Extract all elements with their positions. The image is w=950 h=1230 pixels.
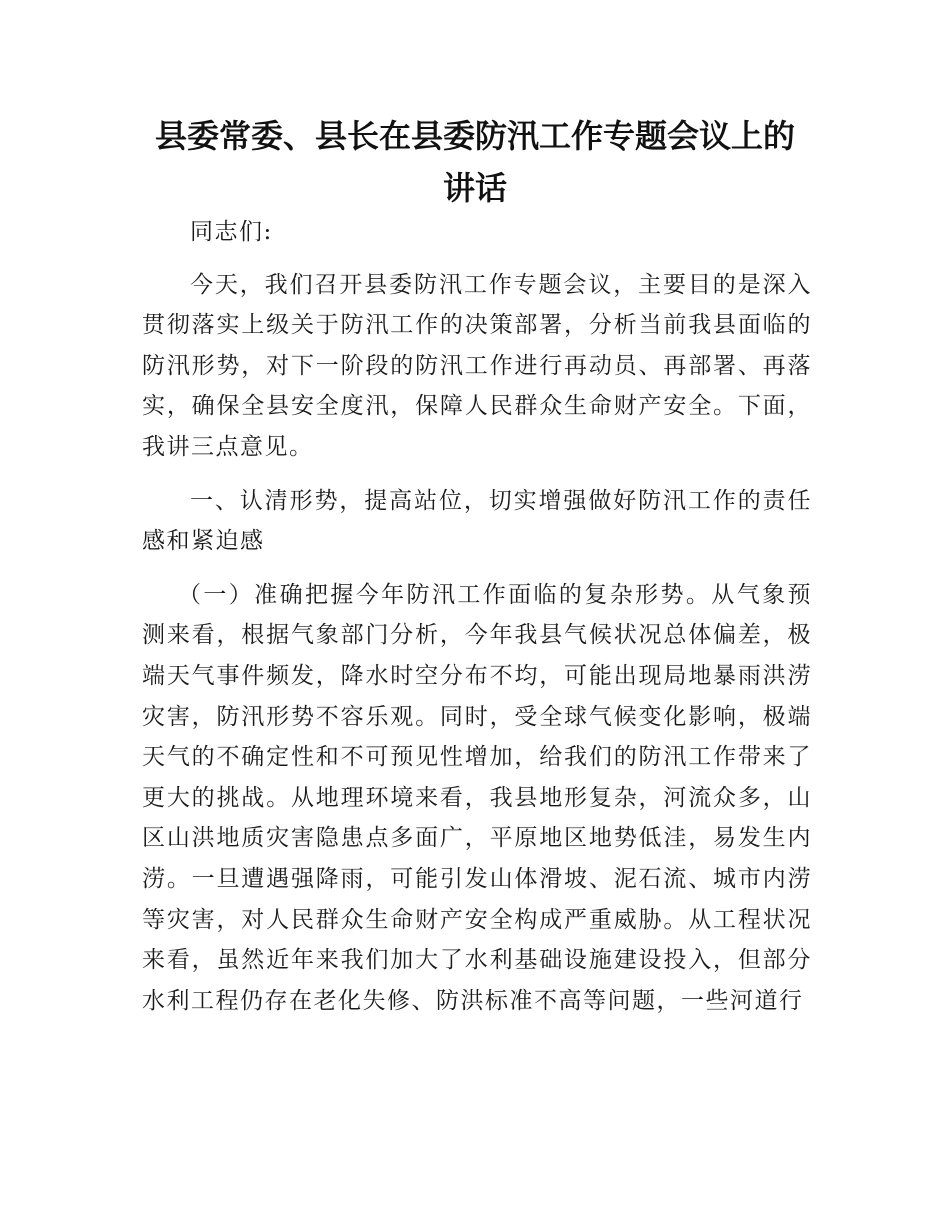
document-title xyxy=(120,110,830,214)
salutation: 同志们: xyxy=(190,219,273,245)
title-line-2: 讲话 xyxy=(442,169,507,207)
intro-paragraph: 今天，我们召开县委防汛工作专题会议，主要目的是深入贯彻落实上级关于防汛工作的决策部署，分析当前我县面临的防汛形势，对下一阶段的防汛工作进行再动员、再部署、再落实，确保全县安全度汛，保障人民群众生命财产安全。下面，我讲三点意见。 xyxy=(142,271,812,460)
document-body xyxy=(142,212,812,1021)
title-line-1: 县委常委、县长在县委防汛工作专题会议上的 xyxy=(154,117,795,155)
subsection-1-paragraph: （一）准确把握今年防汛工作面临的复杂形势。从气象预测来看，根据气象部门分析，今年我县气候状况总体偏差，极端天气事件频发，降水时空分布不均，可能出现局地暴雨洪涝灾害，防汛形势不容乐观。同时，受全球气候变化影响，极端天气的不确定性和不可预见性增加，给我们的防汛工作带来了更大的挑战。从地理环境来看，我县地形复杂，河流众多，山区山洪地质灾害隐患点多面广，平原地区地势低洼，易发生内涝。一旦遭遇强降雨，可能引发山体滑坡、泥石流、城市内涝等灾害，对人民群众生命财产安全构成严重威胁。从工程状况来看，虽然近年来我们加大了水利基础设施建设投入，但部分水利工程仍存在老化失修、防洪标准不高等问题，一些河道行 xyxy=(142,581,812,1014)
section-1-heading: 一、认清形势，提高站位，切实增强做好防汛工作的责任感和紧迫感 xyxy=(142,487,812,555)
